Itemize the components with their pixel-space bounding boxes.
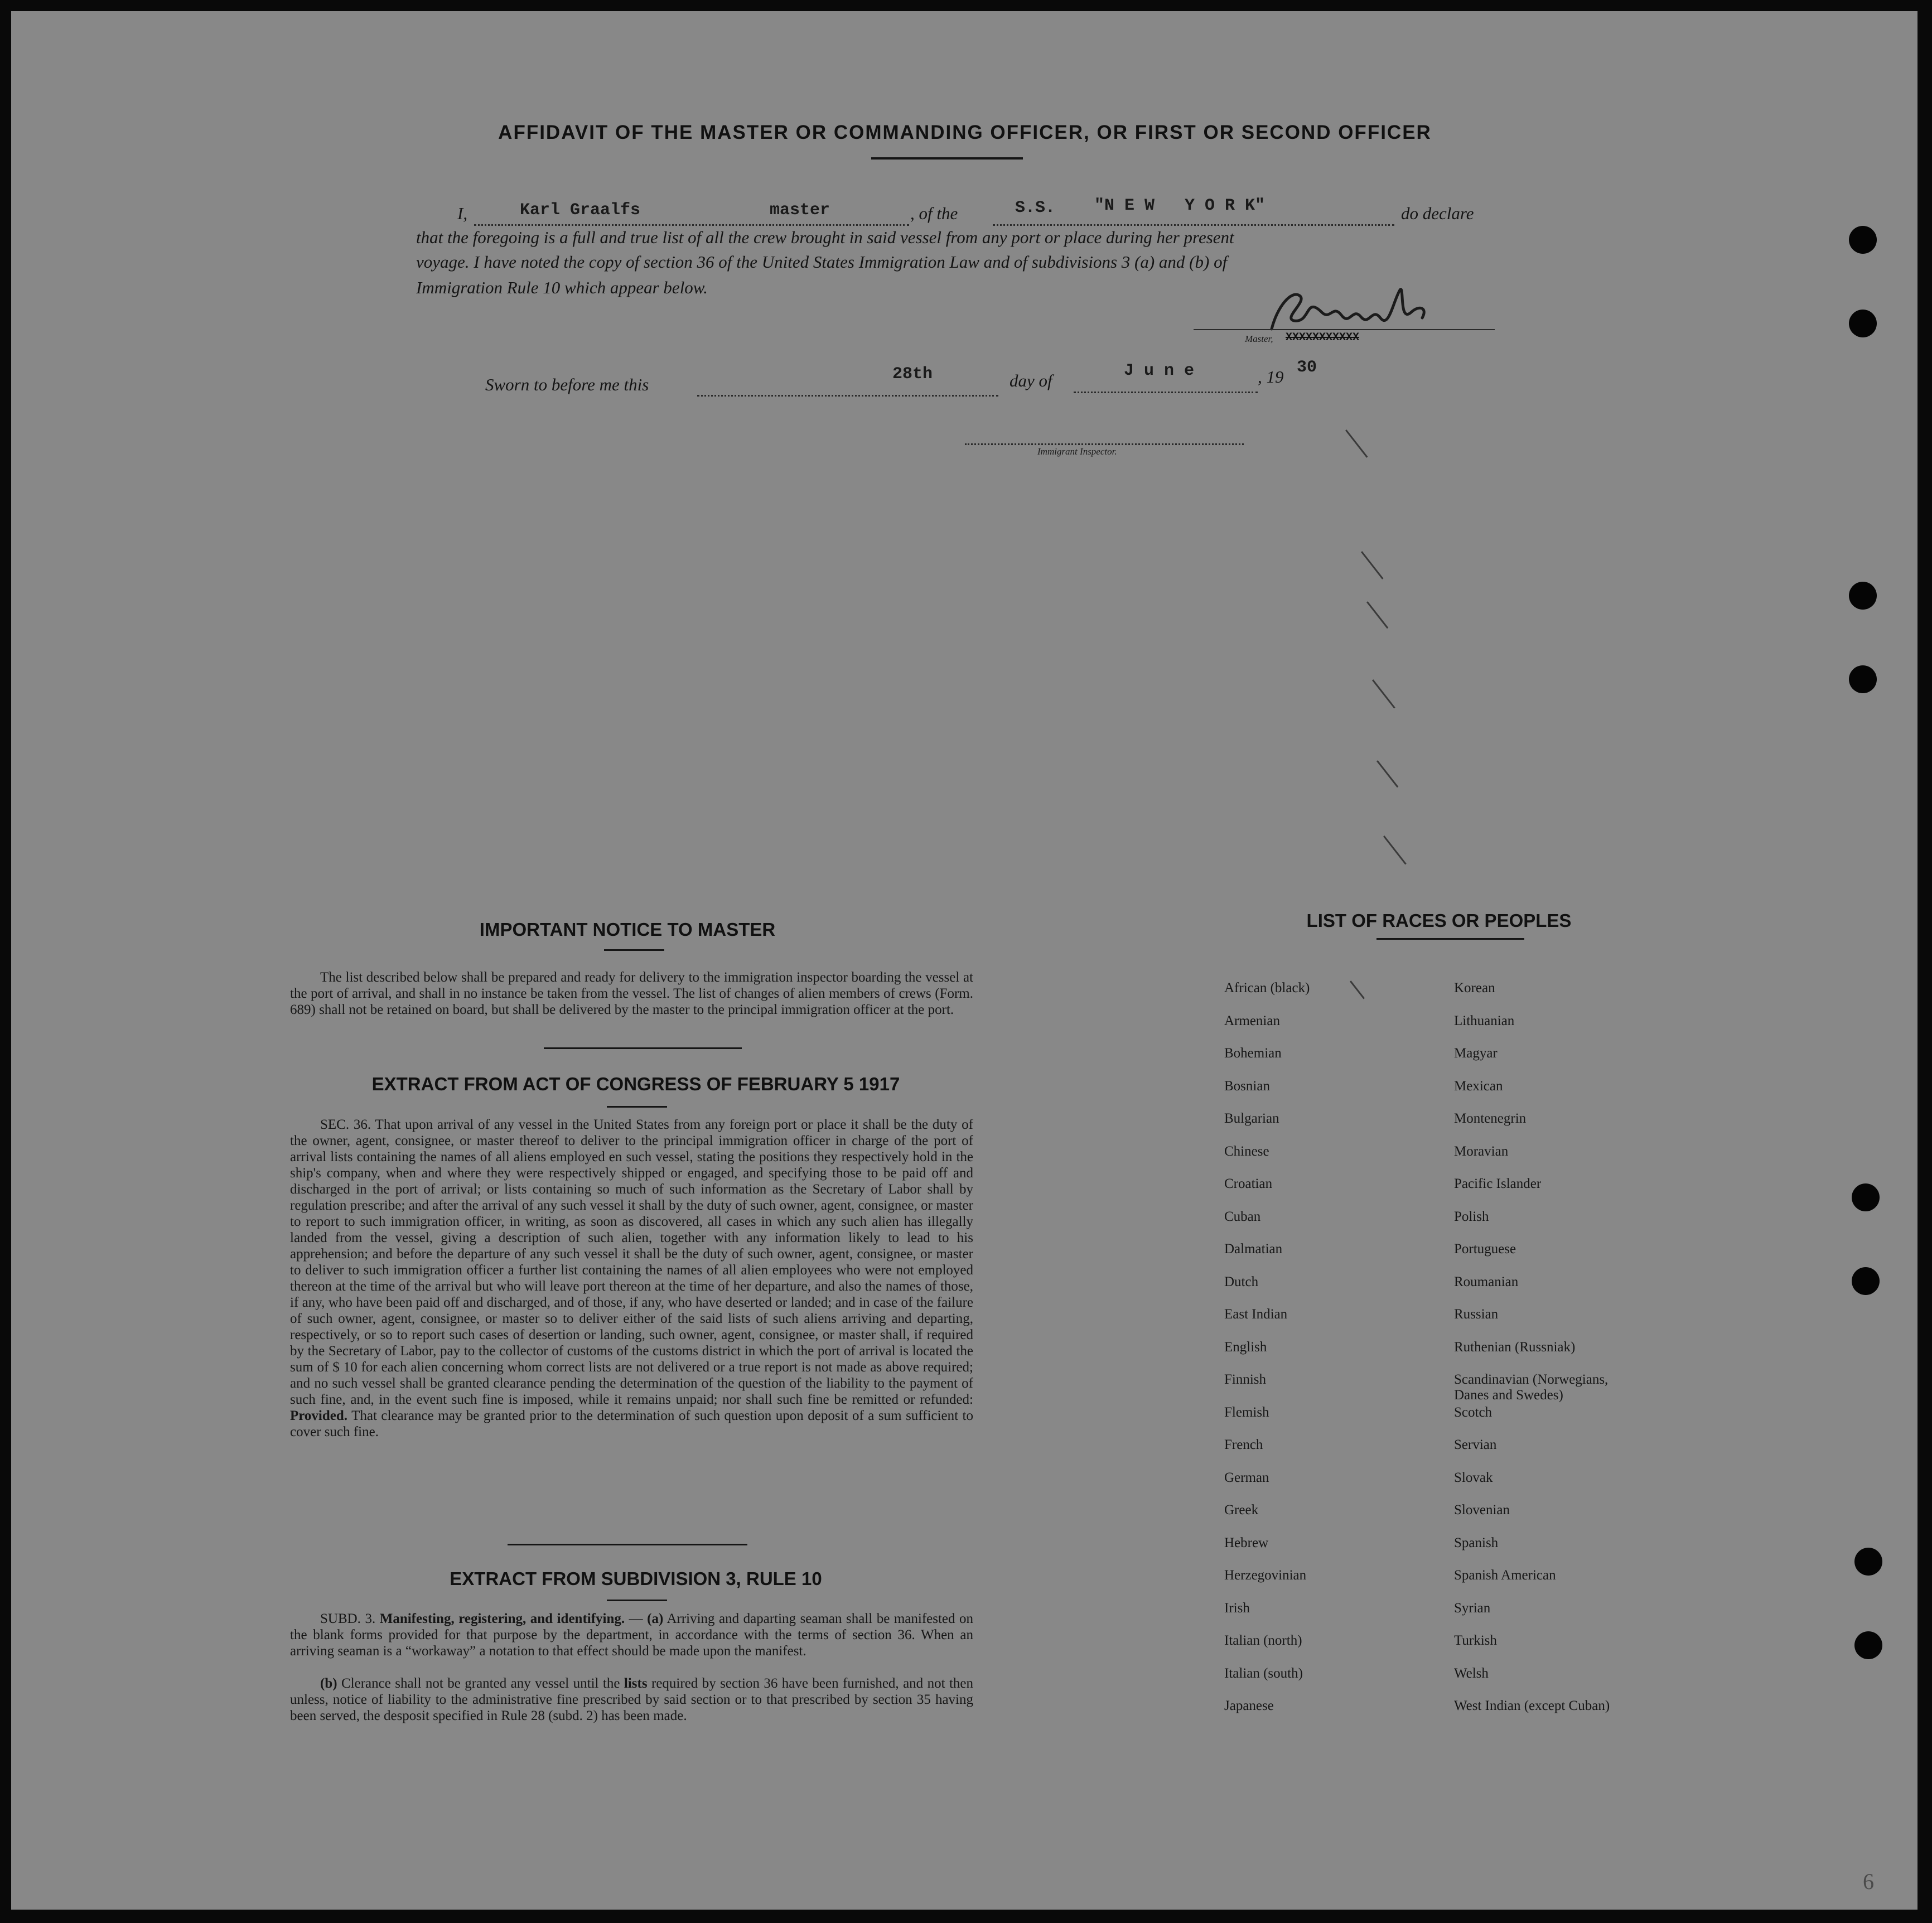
affidavit-title: AFFIDAVIT OF THE MASTER OR COMMANDING OFFICER, OR FIRST OR SECOND OFFICER	[498, 122, 1432, 143]
notice-body: The list described below shall be prepared and ready for delivery to the immigration inspector boarding the vessel at the port of arrival, and shall in no instance be taken from the vessel. The list of changes of alien members of crews (Form. 689) shall not be retained on board, but shall be delivered by the master to the principal immigration officer at the port.	[290, 970, 973, 1017]
binder-hole	[1852, 1267, 1880, 1295]
binder-hole	[1849, 665, 1877, 693]
act-body-text: SEC. 36. That upon arrival of any vessel in the United States from any foreign port or place it shall be the duty of the owner, agent, consignee, or master thereof to deliver to the principal immigration officer in charge of the port of arrival lists containing the names of all aliens employed en such vessel, stating the positions they respectively hold in the ship's company, when and where they were respectively shipped or engaged, and specifying those to be paid off and discharged in the port of arrival; or lists containing so much of such information as the Secretary of Labor shall by regulation prescribe; and after the arrival of any such vessel it shall by the duty of such owner, agent, consignee, or master to report to such immigration officer, in writing, as soon as discovered, all cases in which any such alien has illegally landed from the vessel, giving a description of such alien, together with any information likely to lead to his apprehension; and before the departure of any such vessel it shall be the duty of such owner, agent, consignee, or master to deliver to such immigration officer a further list containing the names of all alien employees who were not employed thereon at the time of the arrival but who will leave port thereon at the time of her departure, and also the names of those, if any, who have been paid off and discharged, and of those, if any, who have deserted or landed; and in case of the failure of such owner, agent, consignee, or master so to deliver either of the said lists of such aliens arriving and departing, respectively, or so to report such cases of desertion or landing, such owner, agent, consignee, or master shall, if required by the Secretary of Labor, pay to the collector of customs of the customs district in which the port of arrival is located the sum of $ 10 for each alien concerning whom correct lists are not delivered or a true report is not made as above required; and no such vessel shall be granted clearance pending the determination of the question of the liability to the payment of such fine, and, in the event such fine is imposed, while it remains unpaid; nor shall such fine be remitted or refunded:	[290, 1117, 973, 1407]
race-item: Bohemian	[1224, 1046, 1282, 1061]
year-suffix: 30	[1297, 358, 1317, 377]
rule-b-paragraph	[290, 1675, 973, 1724]
name-line	[474, 224, 909, 226]
inspector-label: Immigrant Inspector.	[1037, 446, 1117, 457]
race-item: Greek	[1224, 1502, 1259, 1518]
subd-a-text: Arriving and daparting seaman shall be manifested on the blank forms provided for that purpose by the department, in accordance with the terms of section 36. When an arriving seaman is a “workaway” a notation to that effect should be made upon the manifest.	[290, 1611, 974, 1659]
binder-hole	[1849, 310, 1877, 337]
struck-out-text: XXXXXXXXXXX	[1286, 331, 1360, 344]
race-item: Syrian	[1454, 1600, 1491, 1616]
master-name: Karl Graalfs	[520, 201, 641, 220]
sworn-day-line	[697, 395, 998, 397]
year-prefix: , 19	[1258, 367, 1284, 386]
races-right-column	[1454, 980, 1744, 1731]
document-page	[11, 11, 1917, 1910]
race-item: Flemish	[1224, 1404, 1269, 1420]
tally-mark	[1383, 835, 1407, 864]
race-item: Scotch	[1454, 1404, 1493, 1420]
binder-hole	[1852, 1183, 1880, 1211]
race-item: Servian	[1454, 1437, 1497, 1452]
sworn-month: J u n e	[1124, 361, 1195, 380]
race-item: Bulgarian	[1224, 1111, 1279, 1126]
race-item: Russian	[1454, 1307, 1499, 1322]
rule-title: EXTRACT FROM SUBDIVISION 3, RULE 10	[450, 1568, 822, 1589]
race-item: Mexican	[1454, 1078, 1503, 1094]
day-of-text: day of	[1010, 371, 1052, 390]
tally-mark	[1366, 601, 1388, 629]
affidavit-line-2: that the foregoing is a full and true list of all the crew brought in said vessel from any port or place during her present	[416, 228, 1234, 247]
race-item: Welsh	[1454, 1665, 1489, 1681]
race-item: Slovenian	[1454, 1502, 1510, 1518]
race-item: Herzegovinian	[1224, 1568, 1307, 1583]
act-separator	[508, 1544, 747, 1545]
race-item: Magyar	[1454, 1046, 1498, 1061]
title-underline	[871, 157, 1023, 160]
signature-line	[1194, 329, 1495, 330]
race-item: Moravian	[1454, 1143, 1509, 1159]
race-item: Scandinavian (Norwegians, Danes and Swedes)	[1454, 1372, 1609, 1403]
tally-mark	[1345, 429, 1368, 458]
act-title: EXTRACT FROM ACT OF CONGRESS OF FEBRUARY 5 1917	[371, 1074, 900, 1094]
race-item: Ruthenian (Russniak)	[1454, 1339, 1576, 1355]
subd-a-label: (a)	[647, 1611, 664, 1626]
binder-hole	[1854, 1631, 1882, 1659]
page-corner-number: 6	[1863, 1869, 1874, 1894]
race-item: African (black)	[1224, 980, 1310, 996]
vessel-name: "N E W Y O R K"	[1094, 196, 1266, 215]
race-item: Lithuanian	[1454, 1013, 1515, 1028]
tally-mark	[1361, 551, 1384, 579]
race-item: Roumanian	[1454, 1274, 1519, 1289]
subd-b-lists: lists	[624, 1676, 648, 1691]
affidavit-line-3: voyage. I have noted the copy of section 36 of the United States Immigration Law and of subdivisions 3 (a) and (b) of	[416, 252, 1228, 272]
race-item: Korean	[1454, 980, 1495, 996]
subd-heading: Manifesting, registering, and identifying.	[379, 1611, 625, 1626]
race-item: Bosnian	[1224, 1078, 1270, 1094]
race-item: Hebrew	[1224, 1535, 1269, 1550]
race-item: French	[1224, 1437, 1263, 1452]
master-signature	[1260, 273, 1461, 340]
act-provided: Provided.	[290, 1408, 348, 1423]
rule-a-paragraph	[290, 1611, 973, 1659]
affidavit-pronoun: I,	[457, 204, 468, 223]
act-body	[290, 1117, 973, 1440]
race-item: Cuban	[1224, 1209, 1261, 1224]
tally-mark	[1372, 679, 1395, 708]
master-rank: master	[770, 201, 830, 220]
race-item: Pacific Islander	[1454, 1176, 1542, 1191]
subd-b-label: (b)	[320, 1676, 337, 1691]
declare-text: do declare	[1401, 204, 1474, 223]
binder-hole	[1849, 582, 1877, 610]
race-item: Montenegrin	[1454, 1111, 1527, 1126]
subd-dash: —	[629, 1611, 643, 1626]
sworn-text: Sworn to before me this	[485, 375, 649, 394]
binder-hole	[1854, 1548, 1882, 1576]
subd-b-text-2: required by section 36 have been furnished, and not then unless, notice of liability to the administrative fine prescribed by said section or to that prescribed by section 35 having been served, the desposit specified in Rule 28 (subd. 2) has been made.	[290, 1676, 974, 1723]
race-item: Dalmatian	[1224, 1241, 1283, 1257]
race-item: Spanish American	[1454, 1568, 1556, 1583]
race-item: Irish	[1224, 1600, 1250, 1616]
race-item: Italian (north)	[1224, 1633, 1302, 1648]
race-item: Finnish	[1224, 1372, 1267, 1387]
act-underline	[607, 1106, 667, 1108]
race-item: English	[1224, 1339, 1267, 1355]
subd-b-text-1: Clerance shall not be granted any vessel until the	[341, 1676, 620, 1691]
race-item: Italian (south)	[1224, 1665, 1303, 1681]
notice-underline	[604, 949, 664, 951]
race-item: Chinese	[1224, 1143, 1269, 1159]
sworn-month-line	[1074, 392, 1258, 393]
inspector-line	[965, 443, 1244, 445]
race-item: Japanese	[1224, 1698, 1274, 1713]
vessel-line	[993, 224, 1394, 226]
subd-label: SUBD. 3.	[320, 1611, 376, 1626]
race-item: Dutch	[1224, 1274, 1259, 1289]
master-label: Master,	[1245, 334, 1273, 344]
of-the-text: , of the	[910, 204, 958, 223]
vessel-prefix: S.S.	[1015, 199, 1056, 218]
tally-mark	[1376, 760, 1398, 787]
race-item: Spanish	[1454, 1535, 1499, 1550]
rule-underline	[607, 1600, 667, 1601]
races-title: LIST OF RACES OR PEOPLES	[1306, 910, 1572, 931]
race-item: Armenian	[1224, 1013, 1280, 1028]
race-item: West Indian (except Cuban)	[1454, 1698, 1610, 1713]
race-item: Turkish	[1454, 1633, 1497, 1648]
race-item: Portuguese	[1454, 1241, 1516, 1257]
race-item: East Indian	[1224, 1307, 1288, 1322]
affidavit-line-4: Immigration Rule 10 which appear below.	[416, 278, 708, 297]
act-body-tail: That clearance may be granted prior to the determination of such question upon deposit of a sum sufficient to cover such fine.	[290, 1408, 973, 1439]
race-item: German	[1224, 1470, 1269, 1485]
race-item: Croatian	[1224, 1176, 1273, 1191]
race-item: Polish	[1454, 1209, 1489, 1224]
sworn-day: 28th	[892, 365, 933, 384]
race-item: Slovak	[1454, 1470, 1493, 1485]
notice-separator	[544, 1047, 742, 1049]
binder-hole	[1849, 226, 1877, 254]
races-left-column	[1224, 980, 1436, 1731]
notice-title: IMPORTANT NOTICE TO MASTER	[479, 919, 776, 940]
races-underline	[1376, 938, 1524, 940]
